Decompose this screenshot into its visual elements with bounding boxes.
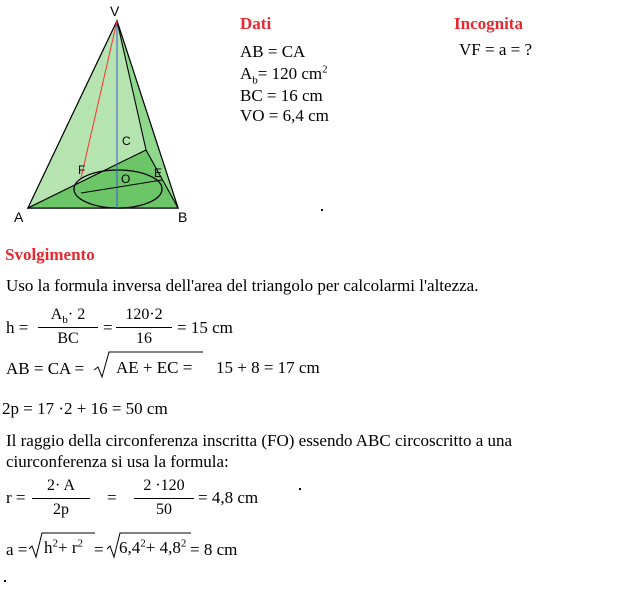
radius-text-1: Il raggio della circonferenza inscritta (FO) essendo ABC circoscritto a una [6, 431, 513, 450]
a-lhs: a = [6, 540, 28, 559]
intro-text: Uso la formula inversa dell'area del triangolo per calcolarmi l'altezza. [6, 276, 479, 295]
r-den1: 2p [53, 501, 69, 518]
h-result: = 15 cm [177, 318, 233, 337]
pyramid-figure [0, 0, 200, 230]
r-lhs: r = [6, 488, 26, 507]
r-den2: 50 [156, 501, 172, 518]
h-fracline2 [116, 327, 172, 328]
h-fracline1 [38, 327, 98, 328]
label-b: B [178, 209, 188, 225]
label-e: E [154, 166, 163, 180]
h-num2: 120·2 [125, 306, 163, 323]
label-f: F [78, 163, 86, 177]
dati-heading: Dati [240, 14, 272, 33]
stray-dot-3 [4, 580, 6, 582]
radius-text-2: ciurconferenza si usa la formula: [6, 452, 229, 471]
h-num1: $A_b\cdot 2$ [50, 306, 86, 327]
label-c: C [122, 134, 131, 148]
r-num2: 2 ·120 [143, 477, 185, 494]
label-v: V [110, 3, 120, 19]
r-fracline2 [134, 498, 194, 499]
incognita-line: VF = a = ? [459, 40, 532, 59]
ab-rad-content: AE + EC = [116, 358, 193, 377]
ab-lhs: AB = CA = [6, 359, 85, 378]
a-result: = 8 cm [190, 540, 238, 559]
r-fracline1 [32, 498, 90, 499]
h-den1: BC [57, 330, 79, 347]
a-rad1-content: $h^2+ r^2$ [44, 537, 83, 557]
h-eq: = [103, 318, 113, 337]
label-a: A [14, 209, 24, 225]
dati-line-2: $A_b= 120$ $cm^2$ [240, 63, 328, 87]
stray-dot-1 [321, 209, 323, 211]
label-o: O [121, 172, 131, 186]
dati-line-3: BC = 16 cm [240, 86, 323, 105]
perimeter-line: 2p = 17 ·2 + 16 = 50 cm [2, 399, 168, 418]
a-eq2: = [94, 540, 104, 559]
dati-line-1: AB = CA [240, 42, 306, 61]
h-den2: 16 [136, 330, 152, 347]
stray-dot-2 [299, 488, 301, 490]
h-lhs: h = [6, 318, 29, 337]
a-rad2-content: $6,4^2+ 4,8^2$ [119, 537, 187, 557]
svolgimento-heading: Svolgimento [5, 245, 95, 264]
ab-rest: 15 + 8 = 17 cm [216, 358, 320, 377]
incognita-heading: Incognita [454, 14, 523, 33]
dati-line-4: VO = 6,4 cm [240, 106, 329, 125]
r-result: = 4,8 cm [198, 488, 259, 507]
r-eq: = [107, 488, 117, 507]
r-num1: 2· A [47, 477, 75, 494]
